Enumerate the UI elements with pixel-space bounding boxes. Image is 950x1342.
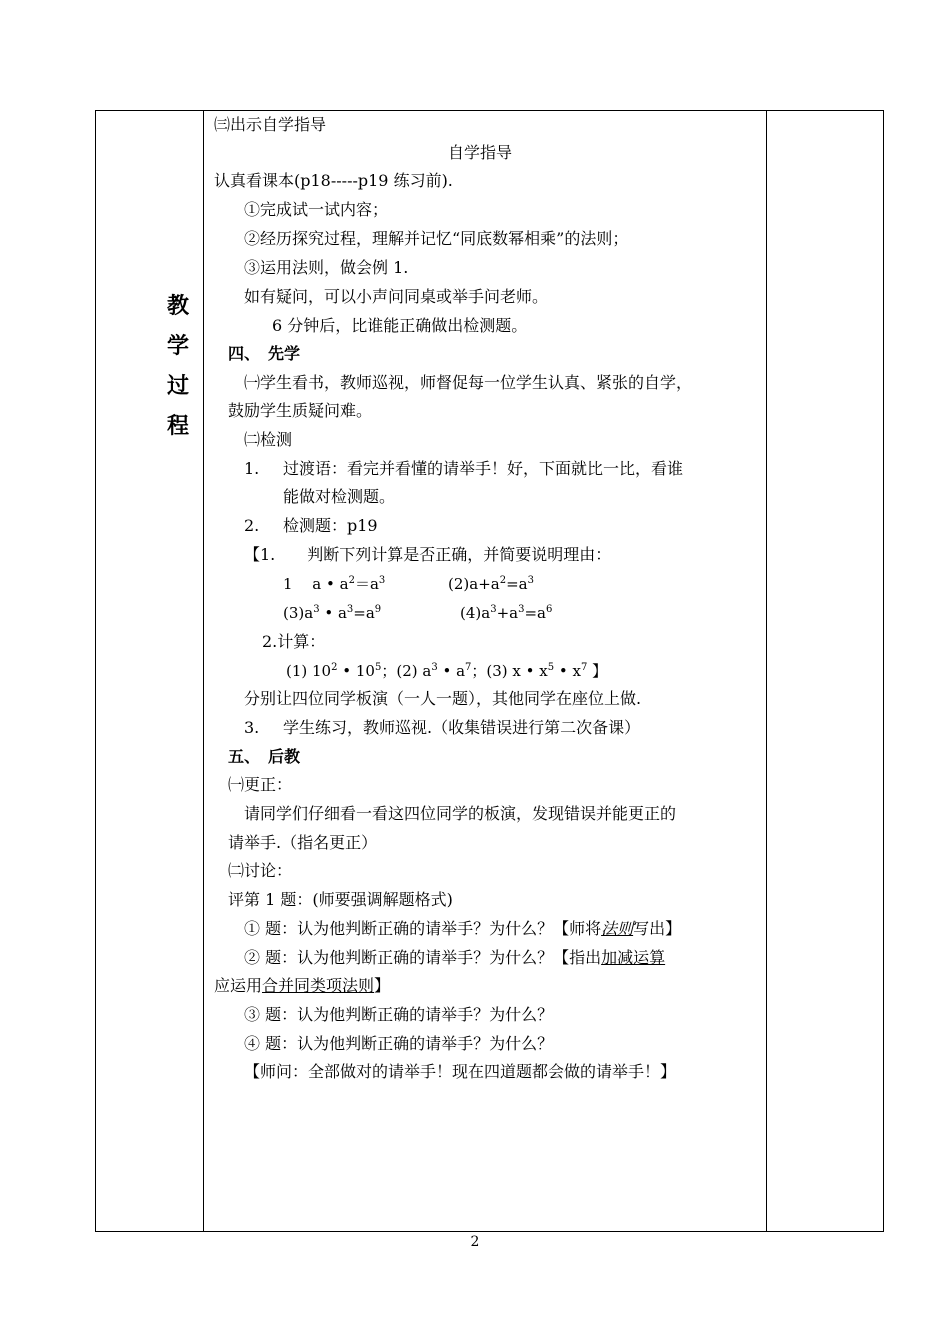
text-line: ③ 题：认为他判断正确的请举手？为什么？ bbox=[244, 1005, 554, 1024]
text-line: 过渡语：看完并看懂的请举手！好，下面就比一比，看谁 bbox=[283, 459, 684, 478]
text-line: 鼓励学生质疑问难。 bbox=[228, 401, 373, 420]
text-line: 请同学们仔细看一看这四位同学的板演，发现错误并能更正的 bbox=[244, 804, 677, 823]
text-line: ㈡检测 bbox=[244, 430, 293, 449]
text-line: 如有疑问，可以小声问同桌或举手问老师。 bbox=[244, 287, 549, 306]
text-line: 应运用合并同类项法则】 bbox=[214, 976, 391, 995]
formula: 1 a • $a^2=a^3$ bbox=[283, 575, 386, 593]
section-heading: 自学指导 bbox=[448, 143, 513, 162]
column-divider-2 bbox=[766, 110, 767, 1232]
page-number: 2 bbox=[470, 1234, 480, 1250]
formula: $(3)a^3$ • $a^3=a^9$ bbox=[283, 604, 382, 622]
text-line: ③运用法则，做会例 1. bbox=[244, 258, 409, 277]
text-line: ① 题：认为他判断正确的请举手？为什么？【师将法则写出】 bbox=[244, 919, 682, 938]
text-line: 学生练习，教师巡视.（收集错误进行第二次备课） bbox=[283, 718, 641, 737]
text-line: 2.计算： bbox=[262, 632, 326, 651]
text-line: 6 分钟后，比谁能正确做出检测题。 bbox=[272, 316, 528, 335]
text-line: 评第 1 题：(师要强调解题格式) bbox=[228, 890, 453, 909]
side-label-char-4: 程 bbox=[166, 413, 189, 439]
list-number: 1. bbox=[244, 459, 260, 478]
text-line: 检测题：p19 bbox=[283, 516, 378, 535]
formula: (1) $10^2$ • $10^5$；(2) $a^3$ • $a^7$；(3) x • $x^5$ • $x^7$ 】 bbox=[286, 662, 608, 680]
text-line: ㈠学生看书，教师巡视，师督促每一位学生认真、紧张的自学， bbox=[244, 373, 693, 392]
formula: $(2)a+a^2=a^3$ bbox=[448, 575, 534, 593]
text-line: ②经历探究过程，理解并记忆“同底数幂相乘”的法则； bbox=[244, 229, 629, 248]
list-number: 2. bbox=[244, 516, 260, 535]
list-number: 3. bbox=[244, 718, 260, 737]
column-divider-1 bbox=[203, 110, 204, 1232]
text-line: ㈠更正： bbox=[228, 775, 293, 794]
formula: $(4)a^3+a^3=a^6$ bbox=[460, 604, 553, 622]
text-line: 【师问：全部做对的请举手！现在四道题都会做的请举手！】 bbox=[244, 1062, 677, 1081]
side-label-char-3: 过 bbox=[166, 373, 189, 399]
side-label-char-1: 教 bbox=[166, 293, 189, 319]
text-line: 认真看课本(p18-----p19 练习前). bbox=[214, 171, 453, 190]
text-line: 请举手.（指名更正） bbox=[228, 833, 378, 852]
section-heading: 四、 先学 bbox=[228, 344, 301, 363]
side-label-char-2: 学 bbox=[166, 333, 189, 359]
text-line: ㈡讨论： bbox=[228, 861, 293, 880]
section-heading: 五、 后教 bbox=[228, 747, 301, 766]
text-line: 【1. 判断下列计算是否正确，并简要说明理由： bbox=[244, 545, 612, 564]
text-line: ② 题：认为他判断正确的请举手？为什么？【指出加减运算 bbox=[244, 948, 666, 967]
text-line: ㈢出示自学指导 bbox=[214, 115, 327, 134]
text-line: 分别让四位同学板演（一人一题），其他同学在座位上做. bbox=[244, 689, 642, 708]
text-line: 能做对检测题。 bbox=[283, 487, 396, 506]
text-line: ①完成试一试内容； bbox=[244, 200, 389, 219]
text-line: ④ 题：认为他判断正确的请举手？为什么？ bbox=[244, 1034, 554, 1053]
